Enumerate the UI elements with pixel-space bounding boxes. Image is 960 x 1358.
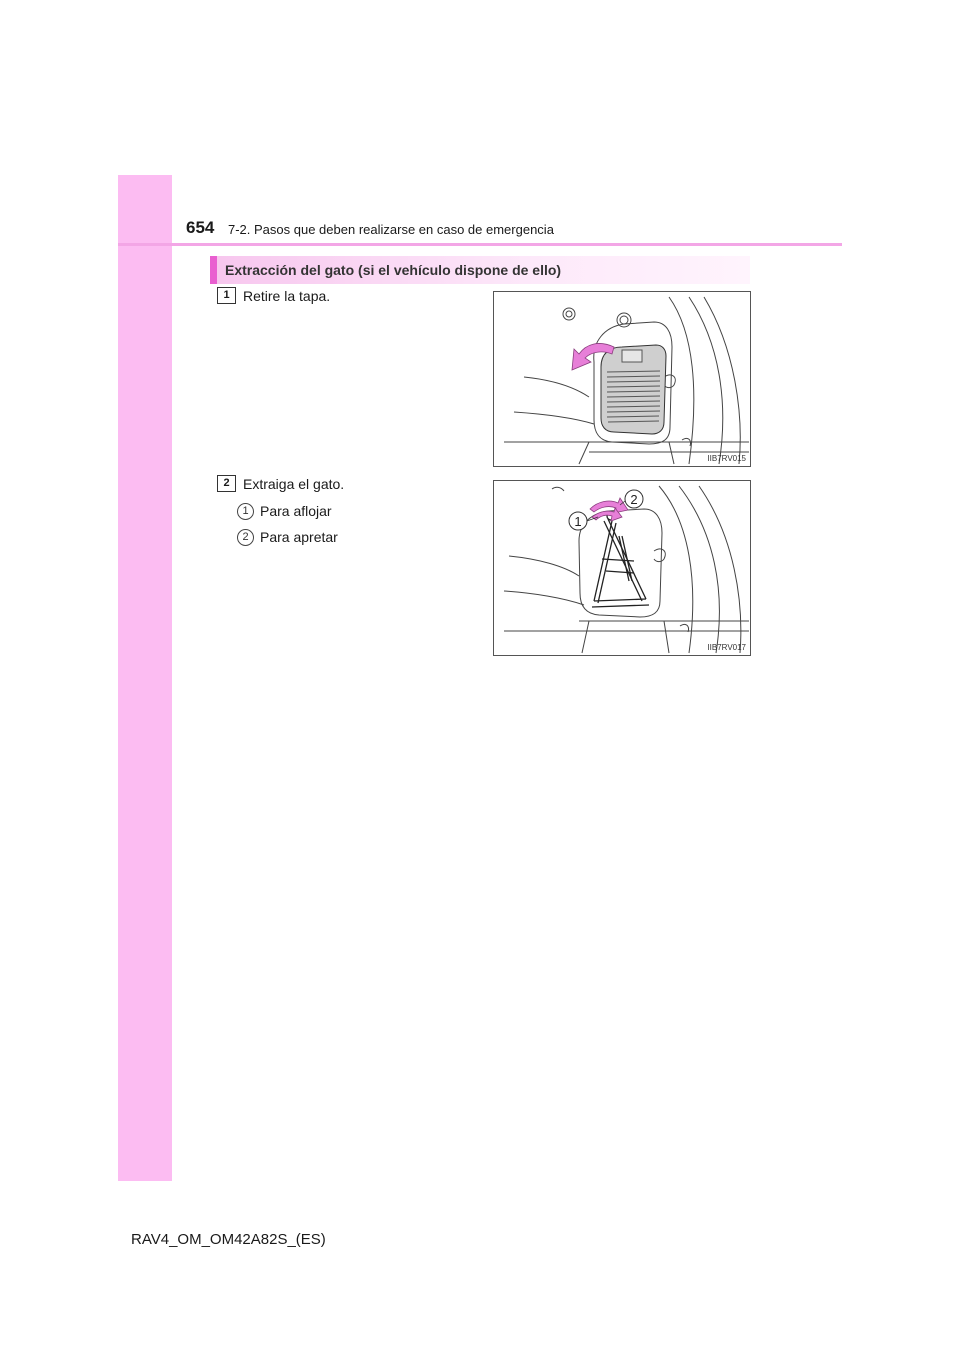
- callout-1: 1: [574, 514, 582, 529]
- figure-remove-cover: [493, 291, 751, 467]
- step-text-1: Retire la tapa.: [243, 288, 331, 304]
- section-title: 7-2. Pasos que deben realizarse en caso de emergencia: [228, 222, 554, 237]
- step-number-1: 1: [217, 287, 236, 304]
- figure-id: IIB7RV017: [707, 643, 746, 652]
- section-heading: [210, 256, 750, 284]
- header-rule: [118, 243, 842, 246]
- step-number-2: 2: [217, 475, 236, 492]
- callout-2: 2: [630, 492, 638, 507]
- substep-number-2: 2: [237, 529, 254, 546]
- illustration-jack: [494, 481, 750, 655]
- page-number: 654: [186, 218, 215, 237]
- substep-text-1: Para aflojar: [260, 503, 332, 519]
- substep-text-2: Para apretar: [260, 529, 338, 545]
- substep-number-1: 1: [237, 503, 254, 520]
- page-sidebar-tab: [118, 175, 172, 1181]
- footer-code: RAV4_OM_OM42A82S_(ES): [131, 1231, 326, 1248]
- figure-extract-jack: [493, 480, 751, 656]
- illustration-cover: [494, 292, 750, 466]
- step-text-2: Extraiga el gato.: [243, 476, 345, 492]
- figure-id: IIB7RV015: [707, 454, 746, 463]
- heading-accent: [210, 256, 217, 284]
- heading-text: Extracción del gato (si el vehículo dispone de ello): [225, 262, 562, 278]
